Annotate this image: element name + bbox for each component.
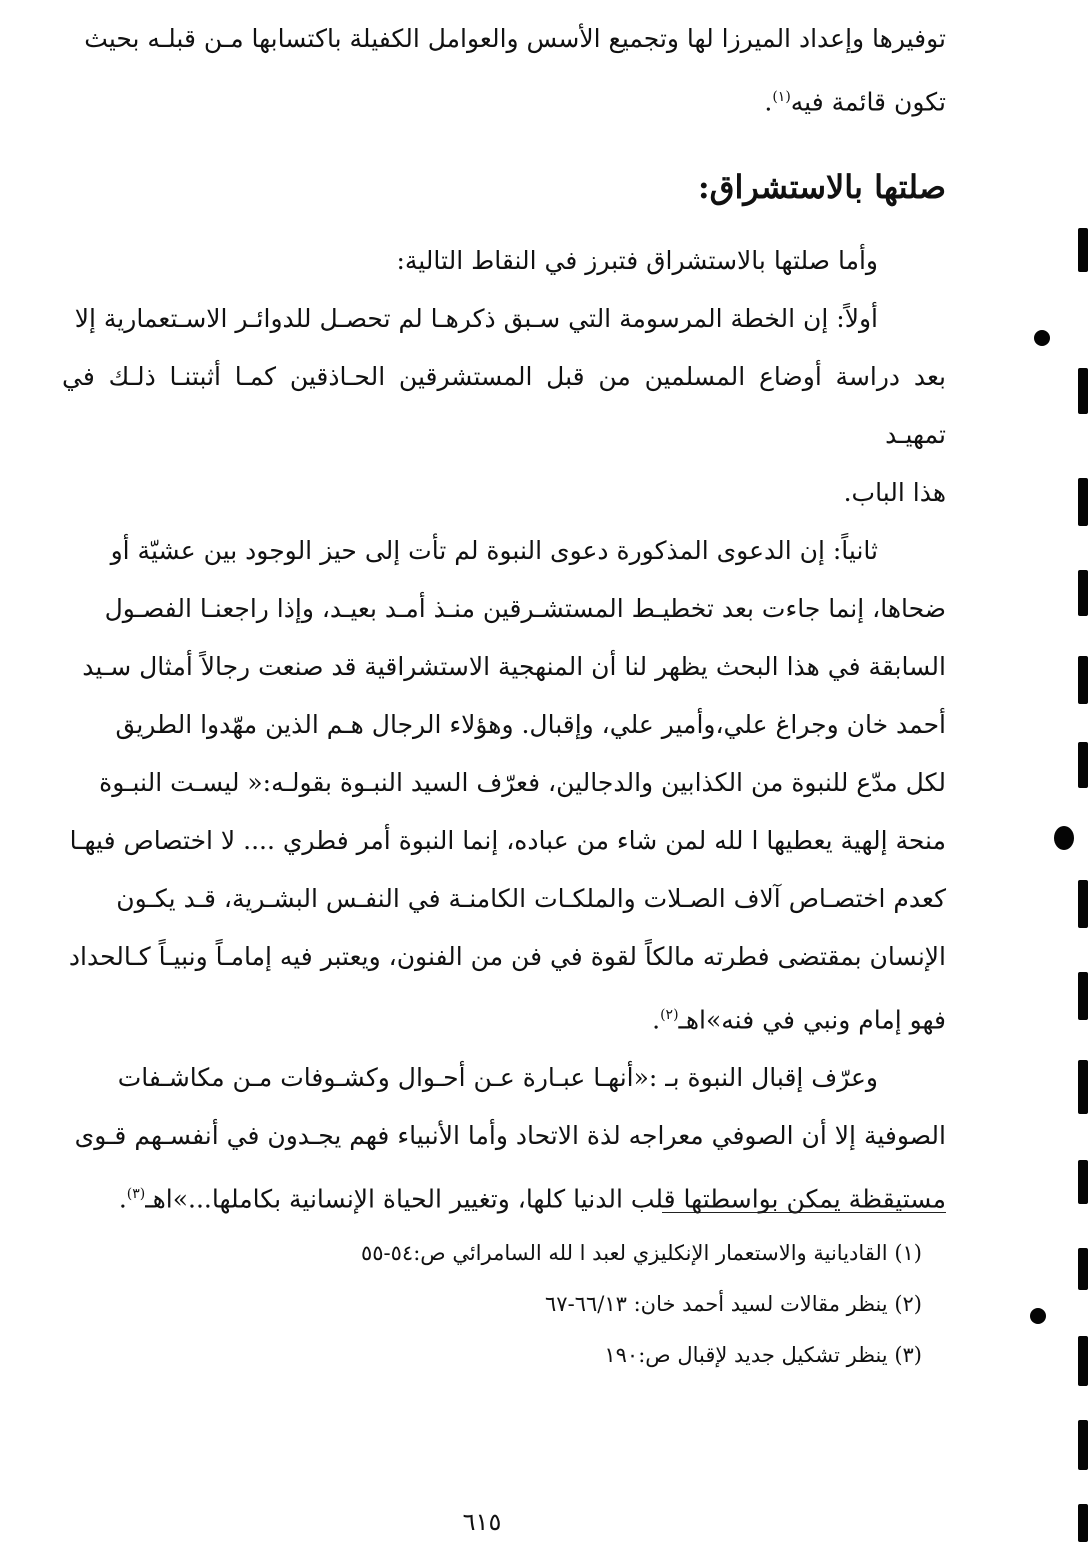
section-heading: صلتها بالاستشراق:: [697, 168, 946, 206]
binding-bar: [1078, 1504, 1088, 1542]
footnote-ref: (٣): [126, 1186, 146, 1203]
body-line: أحمد خان وجراغ علي،وأمير علي، وإقبال. وهؤلاء الرجال هـم الذين مهّدوا الطريق: [115, 710, 946, 739]
binding-bar: [1078, 570, 1088, 616]
body-line: توفيرها وإعداد الميرزا لها وتجميع الأسس والعوامل الكفيلة باكتسابها مـن قبلـه بحيث: [84, 24, 946, 53]
body-line: لكل مدّع للنبوة من الكذابين والدجالين، فعرّف السيد النبـوة بقولـه:« ليسـت النبـوة: [99, 768, 946, 797]
intro-paragraph: [62, 10, 946, 131]
binding-bar: [1078, 478, 1088, 526]
binding-bar: [1078, 880, 1088, 928]
paragraph-intro: وأما صلتها بالاستشراق فتبرز في النقاط التالية:: [396, 246, 878, 275]
binding-bar: [1078, 228, 1088, 272]
footnote-separator: [662, 1212, 946, 1213]
binding-dot: [1034, 330, 1050, 346]
footnote-3: (٣) ينظر تشكيل جديد لإقبال ص:١٩٠: [604, 1343, 922, 1367]
main-body: [62, 232, 946, 1229]
binding-bar: [1078, 1248, 1088, 1290]
footnotes: [361, 1228, 922, 1381]
binding-dot: [1030, 1308, 1046, 1324]
binding-bar: [1078, 1060, 1088, 1114]
body-text: .: [118, 1184, 127, 1214]
body-line: الصوفية إلا أن الصوفي معراجه لذة الاتحاد وأما الأنبياء فهم يجـدون في أنفسـهم قـوى: [74, 1121, 946, 1151]
binding-bar: [1078, 1160, 1088, 1204]
binding-bar: [1078, 656, 1088, 704]
footnote-ref: (١): [772, 89, 791, 105]
body-text: .: [764, 87, 773, 117]
body-line: هذا الباب.: [843, 478, 946, 507]
body-line: الإنسان بمقتضى فطرته مالكاً لقوة في فن من الفنون، ويعتبر فيه إمامـاً ونبيـاً كـالحداد: [68, 942, 946, 971]
binding-bar: [1078, 368, 1088, 414]
body-line: [62, 1165, 946, 1228]
body-line: [62, 68, 946, 131]
body-text: .: [652, 1005, 661, 1035]
footnote-2: (٢) ينظر مقالات لسيد أحمد خان: ٦٦/١٣-٦٧: [545, 1292, 922, 1316]
binding-bar: [1078, 742, 1088, 788]
body-line: أولاً: إن الخطة المرسومة التي سـبق ذكرهـا لم تحصـل للدوائـر الاسـتعمارية إلا: [74, 304, 878, 333]
binding-bar: [1078, 1336, 1088, 1386]
body-text: فهو إمام ونبي في فنه»اهـ: [678, 1005, 946, 1035]
binding-bar: [1078, 1420, 1088, 1470]
body-line: السابقة في هذا البحث يظهر لنا أن المنهجية الاستشراقية قد صنعت رجالاً أمثال سـيد: [82, 652, 946, 681]
binding-dot: [1054, 826, 1074, 850]
footnote-ref: (٢): [660, 1007, 679, 1023]
body-line: ضحاها، إنما جاءت بعد تخطيـط المستشـرقين منـذ أمـد بعيـد، وإذا راجعنـا الفصـول: [104, 594, 946, 623]
page-number: ٦١٥: [462, 1508, 502, 1536]
body-line: منحة إلهية يعطيها ا لله لمن شاء من عباده، إنما النبوة أمر فطري .... لا اختصاص فيهـا: [69, 826, 946, 855]
body-text: تكون قائمة فيه: [790, 87, 946, 117]
body-line: وعرّف إقبال النبوة بـ :«أنهـا عبـارة عـن أحـوال وكشـوفات مـن مكاشـفات: [117, 1063, 878, 1093]
body-line: بعد دراسة أوضاع المسلمين من قبل المستشرقين الحـاذقين كمـا أثبتنـا ذلـك في تمهيـد: [62, 362, 946, 449]
body-line: [62, 986, 946, 1049]
footnote-1: (١) القاديانية والاستعمار الإنكليزي لعبد ا لله السامرائي ص:٥٤-٥٥: [360, 1241, 922, 1265]
body-text: مستيقظة يمكن بواسطتها قلب الدنيا كلها، وتغيير الحياة الإنسانية بكاملها...»اهـ: [145, 1184, 946, 1214]
body-line: كعدم اختصـاص آلاف الصـلات والملكـات الكامنـة في النفـس البشـرية، قـد يكـون: [116, 884, 946, 913]
binding-bar: [1078, 972, 1088, 1020]
body-line: ثانياً: إن الدعوى المذكورة دعوى النبوة لم تأت إلى حيز الوجود بين عشيّة أو: [110, 536, 878, 565]
